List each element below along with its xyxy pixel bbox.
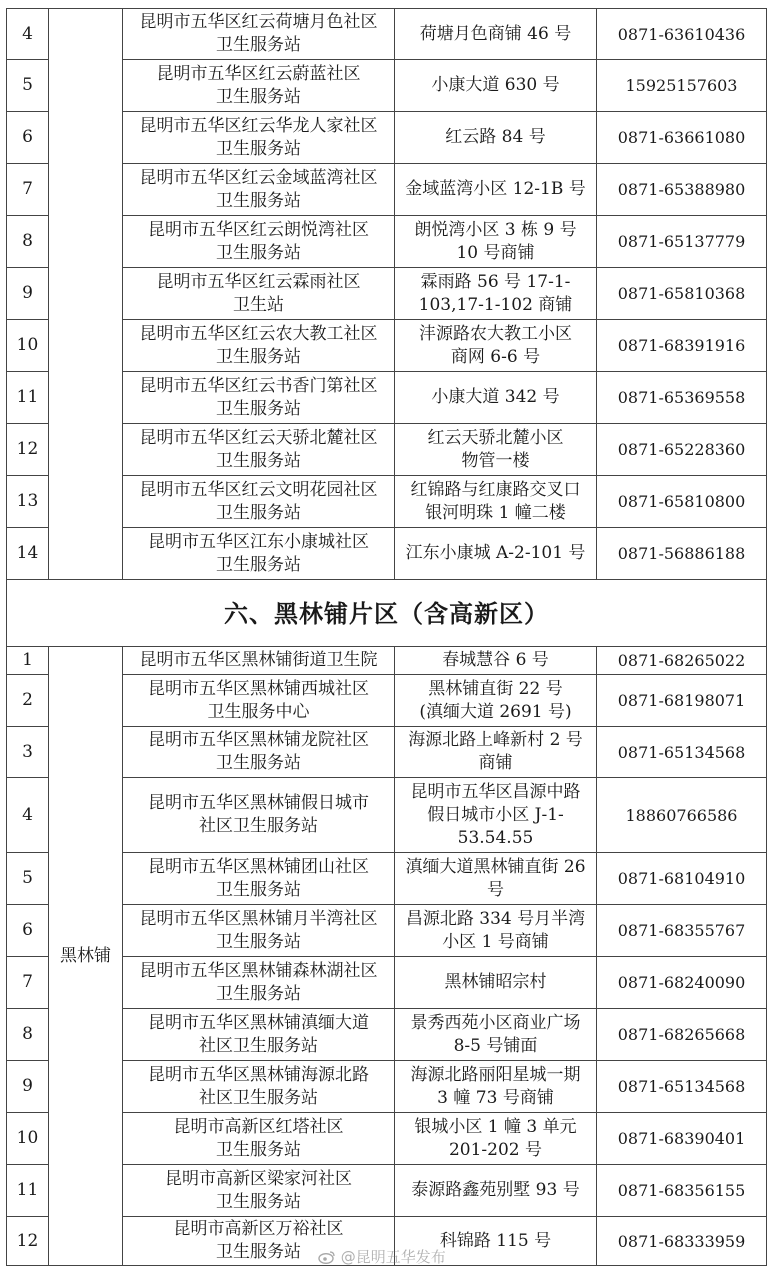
station-name <box>123 320 395 372</box>
station-name <box>123 853 395 905</box>
clinic-table <box>6 8 767 1266</box>
cell-line: 商铺 <box>478 753 513 773</box>
row-number: 3 <box>7 727 49 778</box>
station-name <box>123 1061 395 1113</box>
station-phone: 0871-68265668 <box>597 1009 767 1061</box>
cell-line: 海源北路丽阳星城一期 <box>410 1064 581 1085</box>
cell-line: 卫生服务站 <box>216 1139 301 1160</box>
district-cell <box>49 9 123 580</box>
cell-line: 昆明市五华区黑林铺龙院社区 <box>148 730 369 750</box>
station-phone: 0871-68355767 <box>597 905 767 957</box>
cell-line: 201-202 号 <box>448 1139 543 1160</box>
station-phone: 0871-68198071 <box>597 675 767 727</box>
cell-line: 社区卫生服务站 <box>199 1087 318 1108</box>
row-number: 12 <box>7 424 49 476</box>
row-number: 4 <box>7 778 49 853</box>
station-phone: 0871-65810368 <box>597 268 767 320</box>
cell-line: 卫生服务站 <box>216 1191 301 1212</box>
row-number: 10 <box>7 1113 49 1165</box>
station-address <box>395 372 597 424</box>
cell-line: 荷塘月色商铺 46 号 <box>419 23 572 44</box>
station-name <box>123 216 395 268</box>
cell-line: 昆明市五华区黑林铺海源北路 <box>148 1064 369 1085</box>
station-address <box>395 528 597 580</box>
station-phone: 0871-63661080 <box>597 112 767 164</box>
table-row <box>7 647 767 675</box>
cell-line: 卫生服务站 <box>216 931 301 952</box>
cell-line: (滇缅大道 2691 号) <box>419 701 572 722</box>
cell-line: 霖雨路 56 号 17-1- <box>420 271 571 292</box>
station-phone: 0871-68391916 <box>597 320 767 372</box>
cell-line: 物管一楼 <box>461 450 530 471</box>
section-header-row <box>7 580 767 647</box>
cell-line: 昆明市五华区黑林铺滇缅大道 <box>148 1012 369 1033</box>
station-phone: 0871-68356155 <box>597 1165 767 1217</box>
station-address <box>395 320 597 372</box>
cell-line: 卫生服务站 <box>216 753 301 773</box>
row-number: 9 <box>7 1061 49 1113</box>
cell-line: 号 <box>487 879 504 900</box>
cell-line: 卫生服务站 <box>216 35 301 55</box>
cell-line: 朗悦湾小区 3 栋 9 号 <box>414 219 577 240</box>
cell-line: 卫生服务站 <box>216 138 301 159</box>
station-address <box>395 675 597 727</box>
cell-line: 红云天骄北麓小区 <box>427 427 564 448</box>
cell-line: 昆明市五华区红云朗悦湾社区 <box>148 219 369 240</box>
station-name <box>123 1113 395 1165</box>
station-address <box>395 1009 597 1061</box>
station-name <box>123 9 395 60</box>
station-phone: 0871-56886188 <box>597 528 767 580</box>
station-phone: 15925157603 <box>597 60 767 112</box>
cell-line: 春城慧谷 6 号 <box>442 650 549 670</box>
station-address <box>395 216 597 268</box>
cell-line: 卫生服务站 <box>216 554 301 575</box>
row-number: 11 <box>7 372 49 424</box>
cell-line: 卫生服务站 <box>216 86 301 107</box>
row-number: 5 <box>7 853 49 905</box>
station-address <box>395 9 597 60</box>
watermark-text: @昆明五华发布 <box>340 1248 446 1266</box>
cell-line: 卫生服务站 <box>216 450 301 471</box>
cell-line: 卫生站 <box>233 294 284 315</box>
station-phone: 0871-68390401 <box>597 1113 767 1165</box>
station-phone: 0871-65134568 <box>597 1061 767 1113</box>
cell-line: 卫生服务站 <box>216 879 301 900</box>
station-phone: 18860766586 <box>597 778 767 853</box>
station-name <box>123 424 395 476</box>
station-name <box>123 1009 395 1061</box>
row-number: 14 <box>7 528 49 580</box>
cell-line: 昆明市五华区红云农大教工社区 <box>139 323 378 344</box>
station-phone: 0871-68104910 <box>597 853 767 905</box>
cell-line: 小区 1 号商铺 <box>442 931 549 952</box>
row-number: 10 <box>7 320 49 372</box>
cell-line: 昆明市五华区红云蔚蓝社区 <box>156 63 361 84</box>
station-address <box>395 778 597 853</box>
station-name <box>123 727 395 778</box>
table-row <box>7 9 767 60</box>
station-address <box>395 1165 597 1217</box>
station-phone: 0871-68265022 <box>597 647 767 675</box>
station-name <box>123 778 395 853</box>
row-number: 9 <box>7 268 49 320</box>
station-address <box>395 727 597 778</box>
station-address <box>395 268 597 320</box>
station-name <box>123 268 395 320</box>
row-number: 2 <box>7 675 49 727</box>
cell-line: 昆明市五华区红云华龙人家社区 <box>139 115 378 136</box>
station-name <box>123 1165 395 1217</box>
cell-line: 江东小康城 A-2-101 号 <box>405 543 586 563</box>
row-number: 1 <box>7 647 49 675</box>
station-phone: 0871-68240090 <box>597 957 767 1009</box>
row-number: 7 <box>7 957 49 1009</box>
row-number: 12 <box>7 1217 49 1266</box>
station-address <box>395 164 597 216</box>
station-phone: 0871-63610436 <box>597 9 767 60</box>
cell-line: 小康大道 342 号 <box>431 387 560 407</box>
cell-line: 金域蓝湾小区 12-1B 号 <box>405 179 586 199</box>
cell-line: 昆明市五华区红云书香门第社区 <box>139 375 378 396</box>
station-name <box>123 60 395 112</box>
cell-line: 卫生服务中心 <box>207 701 310 722</box>
cell-line: 卫生服务站 <box>216 1242 301 1262</box>
cell-line: 卫生服务站 <box>216 502 301 523</box>
cell-line: 商网 6-6 号 <box>450 346 541 367</box>
cell-line: 103,17-1-102 商铺 <box>418 294 573 315</box>
cell-line: 昆明市五华区黑林铺团山社区 <box>148 856 369 877</box>
cell-line: 昆明市高新区万裕社区 <box>173 1219 344 1239</box>
cell-line: 昆明市五华区黑林铺街道卫生院 <box>139 650 378 670</box>
station-name <box>123 528 395 580</box>
station-address <box>395 424 597 476</box>
cell-line: 泰源路鑫苑别墅 93 号 <box>411 1180 580 1200</box>
cell-line: 昆明市高新区梁家河社区 <box>165 1168 352 1189</box>
station-name <box>123 164 395 216</box>
cell-line: 昆明市五华区黑林铺森林湖社区 <box>139 960 378 981</box>
station-name <box>123 647 395 675</box>
cell-line: 昆明市五华区黑林铺西城社区 <box>148 678 369 699</box>
cell-line: 卫生服务站 <box>216 190 301 211</box>
cell-line: 红云路 84 号 <box>445 127 546 147</box>
cell-line: 社区卫生服务站 <box>199 816 318 836</box>
cell-line: 景秀西苑小区商业广场 <box>410 1012 581 1033</box>
station-name <box>123 675 395 727</box>
station-address <box>395 1061 597 1113</box>
cell-line: 昆明市五华区红云金域蓝湾社区 <box>139 167 378 188</box>
station-phone: 0871-65228360 <box>597 424 767 476</box>
cell-line: 昆明市高新区红塔社区 <box>173 1116 344 1137</box>
cell-line: 昆明市五华区红云文明花园社区 <box>139 479 378 500</box>
cell-line: 昆明市五华区红云霖雨社区 <box>156 271 361 292</box>
row-number: 5 <box>7 60 49 112</box>
section-title: 六、黑林铺片区（含高新区） <box>7 580 767 647</box>
station-name <box>123 112 395 164</box>
watermark <box>318 1246 446 1267</box>
station-phone: 0871-65388980 <box>597 164 767 216</box>
station-address <box>395 957 597 1009</box>
cell-line: 小康大道 630 号 <box>431 75 560 95</box>
cell-line: 3 幢 73 号商铺 <box>437 1087 554 1108</box>
station-address <box>395 1113 597 1165</box>
station-name <box>123 905 395 957</box>
cell-line: 昆明市五华区江东小康城社区 <box>148 531 369 552</box>
station-phone: 0871-65134568 <box>597 727 767 778</box>
row-number: 11 <box>7 1165 49 1217</box>
station-name <box>123 476 395 528</box>
district-cell: 黑林铺 <box>49 647 123 1266</box>
cell-line: 卫生服务站 <box>216 242 301 263</box>
cell-line: 10 号商铺 <box>456 242 535 263</box>
cell-line: 53.54.55 <box>457 827 534 848</box>
row-number: 6 <box>7 112 49 164</box>
station-name <box>123 957 395 1009</box>
cell-line: 昆明市五华区黑林铺假日城市 <box>148 793 369 813</box>
cell-line: 昆明市五华区红云天骄北麓社区 <box>139 427 378 448</box>
row-number: 13 <box>7 476 49 528</box>
cell-line: 黑林铺昭宗村 <box>444 972 547 992</box>
cell-line: 卫生服务站 <box>216 983 301 1004</box>
cell-line: 黑林铺直街 22 号 <box>428 678 563 699</box>
cell-line: 昆明市五华区黑林铺月半湾社区 <box>139 908 378 929</box>
row-number: 8 <box>7 216 49 268</box>
cell-line: 沣源路农大教工小区 <box>419 323 572 344</box>
cell-line: 昆明市五华区红云荷塘月色社区 <box>139 12 378 32</box>
row-number: 7 <box>7 164 49 216</box>
station-phone: 0871-65369558 <box>597 372 767 424</box>
station-phone: 0871-65137779 <box>597 216 767 268</box>
row-number: 4 <box>7 9 49 60</box>
cell-line: 卫生服务站 <box>216 346 301 367</box>
station-address <box>395 60 597 112</box>
row-number: 8 <box>7 1009 49 1061</box>
row-number: 6 <box>7 905 49 957</box>
station-address <box>395 476 597 528</box>
cell-line: 卫生服务站 <box>216 398 301 419</box>
station-phone: 0871-65810800 <box>597 476 767 528</box>
cell-line: 昌源北路 334 号月半湾 <box>405 908 586 929</box>
station-address <box>395 112 597 164</box>
cell-line: 滇缅大道黑林铺直街 26 <box>405 856 586 877</box>
cell-line: 科锦路 115 号 <box>439 1230 552 1251</box>
cell-line: 海源北路上峰新村 2 号 <box>408 730 583 750</box>
station-address <box>395 647 597 675</box>
cell-line: 银城小区 1 幢 3 单元 <box>414 1116 577 1137</box>
station-phone: 0871-68333959 <box>597 1217 767 1266</box>
weibo-icon <box>318 1250 336 1264</box>
cell-line: 银河明珠 1 幢二楼 <box>425 502 566 523</box>
cell-line: 假日城市小区 J-1- <box>427 804 564 825</box>
cell-line: 8-5 号铺面 <box>453 1035 538 1056</box>
station-name <box>123 372 395 424</box>
cell-line: 昆明市五华区昌源中路 <box>410 781 581 802</box>
station-address <box>395 905 597 957</box>
cell-line: 红锦路与红康路交叉口 <box>410 479 581 500</box>
cell-line: 社区卫生服务站 <box>199 1035 318 1056</box>
station-address <box>395 853 597 905</box>
